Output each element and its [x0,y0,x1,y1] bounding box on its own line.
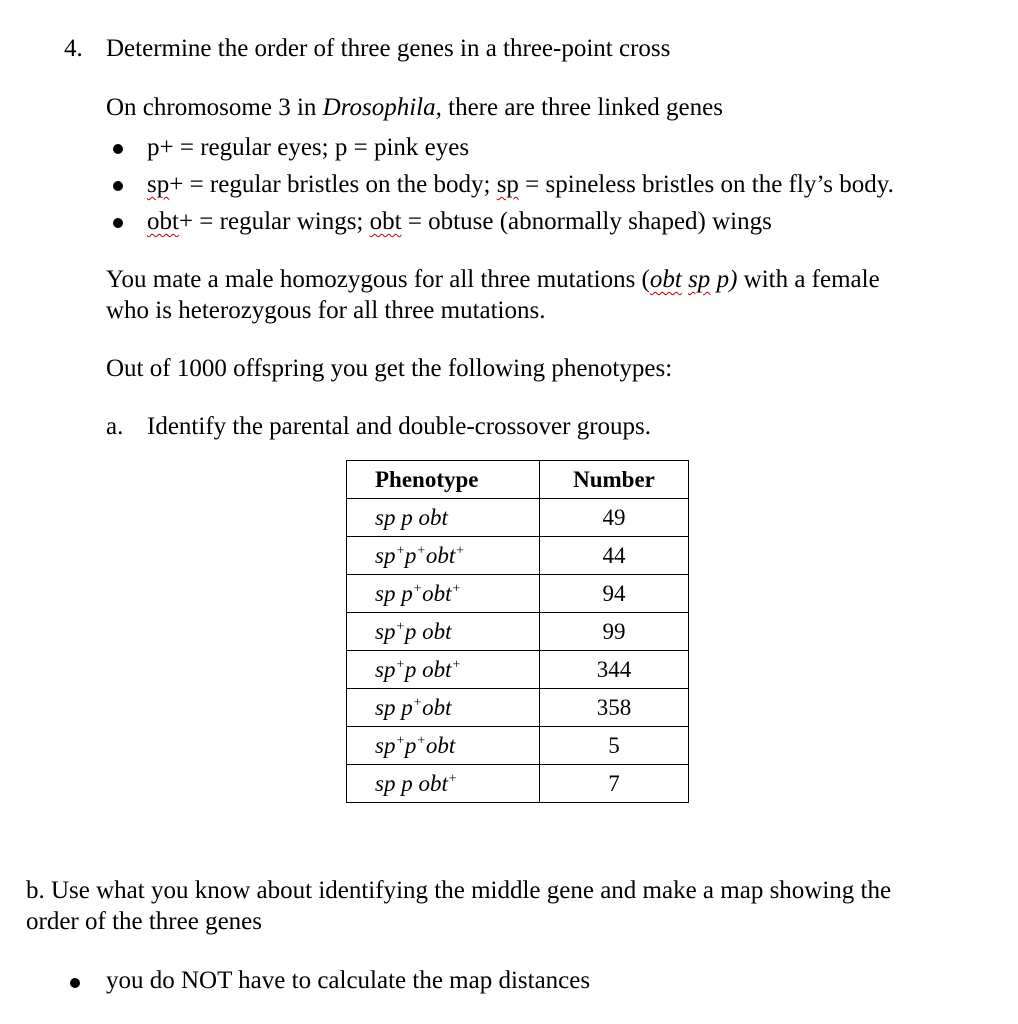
number-cell: 5 [540,727,689,765]
gene-p-definition: p+ = regular eyes; p = pink eyes [147,134,470,161]
offspring-text: Out of 1000 offspring you get the following phenotypes: [106,355,673,382]
gene-obt-definition: obt+ = regular wings; obt = obtuse (abnormally shaped) wings [147,208,772,235]
number-cell: 344 [540,651,689,689]
number-cell: 358 [540,689,689,727]
bullet-3 [113,218,123,228]
bullet-4 [70,978,80,988]
header-phenotype: Phenotype [347,461,540,499]
phenotype-cell: sp p obt+ [347,765,540,803]
question-b-note: you do NOT have to calculate the map distances [106,967,591,994]
phenotype-cell: sp+p+obt [347,727,540,765]
table-row [347,575,689,613]
table-row [347,613,689,651]
number-cell: 99 [540,613,689,651]
table-row [347,765,689,803]
question-b-line1: b. Use what you know about identifying the middle gene and make a map showing the [26,877,892,904]
phenotype-cell: sp p obt [347,499,540,537]
cross-description-line1: You mate a male homozygous for all three mutations (obt sp p) with a female [106,266,880,293]
intro-text: On chromosome 3 in Drosophila, there are three linked genes [106,94,723,121]
phenotype-table [346,460,689,803]
table-row [347,689,689,727]
header-number: Number [540,461,689,499]
table-row [347,537,689,575]
question-b-line2: order of the three genes [26,908,262,935]
table-row [347,727,689,765]
number-cell: 49 [540,499,689,537]
bullet-2 [113,181,123,191]
number-cell: 7 [540,765,689,803]
question-title: Determine the order of three genes in a three-point cross [106,35,671,62]
table-row [347,651,689,689]
question-a-label: a. [106,413,124,440]
question-number: 4. [64,35,83,62]
gene-sp-definition: sp+ = regular bristles on the body; sp = spineless bristles on the fly’s body. [147,171,894,198]
bullet-1 [113,144,123,154]
phenotype-cell: sp+p+obt+ [347,537,540,575]
phenotype-cell: sp+p obt [347,613,540,651]
number-cell: 44 [540,537,689,575]
table-row [347,499,689,537]
phenotype-cell: sp p+obt+ [347,575,540,613]
cross-description-line2: who is heterozygous for all three mutations. [106,297,546,324]
question-a-text: Identify the parental and double-crossover groups. [147,413,652,440]
phenotype-cell: sp+p obt+ [347,651,540,689]
number-cell: 94 [540,575,689,613]
phenotype-cell: sp p+obt [347,689,540,727]
table-header-row [347,461,689,499]
